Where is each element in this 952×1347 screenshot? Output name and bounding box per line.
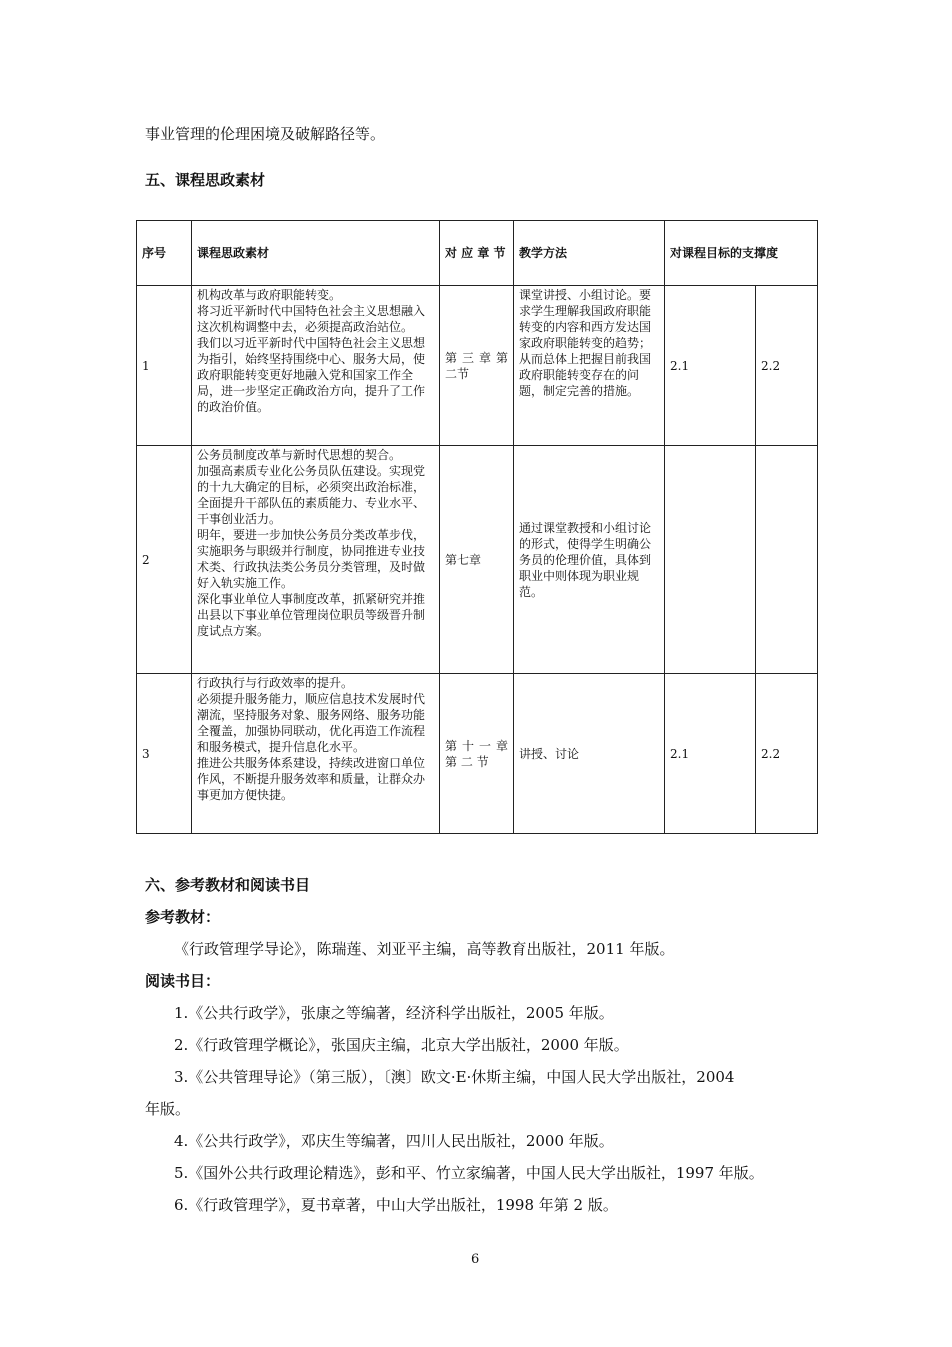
material-line: 必须提升服务能力，顺应信息技术发展时代潮流，坚持服务对象、服务网络、服务功能全覆盖，加强协同联动，优化再造工作流程和服务模式，提升信息化水平。 xyxy=(197,692,426,754)
material-line: 公务员制度改革与新时代思想的契合。 xyxy=(197,448,402,462)
table-row xyxy=(137,446,818,674)
row-method: 课堂讲授、小组讨论。要求学生理解我国政府职能转变的内容和西方发达国家政府职能转变的趋势；从而总体上把握目前我国政府职能转变存在的问题，制定完善的措施。 xyxy=(514,286,665,446)
reading-item: 4.《公共行政学》，邓庆生等编著，四川人民出版社，2000 年版。 xyxy=(174,1132,614,1150)
reading-item: 6.《行政管理学》，夏书章著，中山大学出版社，1998 年第 2 版。 xyxy=(174,1196,618,1214)
row-material xyxy=(192,674,440,834)
header-seq: 序号 xyxy=(137,221,192,286)
row-chapter: 第 十 一 章 第 二 节 xyxy=(440,674,514,834)
reading-item-continuation: 年版。 xyxy=(145,1100,191,1118)
page-number: 6 xyxy=(471,1252,480,1267)
row-goal-a: 2.1 xyxy=(665,674,756,834)
material-line: 行政执行与行政效率的提升。 xyxy=(197,676,354,690)
row-seq: 3 xyxy=(137,674,192,834)
row-goal-a: 2.1 xyxy=(665,286,756,446)
material-line: 推进公共服务体系建设，持续改进窗口单位作风，不断提升服务效率和质量，让群众办事更加方便快捷。 xyxy=(197,756,426,802)
header-chapter: 对 应 章 节 xyxy=(440,221,514,286)
header-material: 课程思政素材 xyxy=(192,221,440,286)
header-method: 教学方法 xyxy=(514,221,665,286)
reading-item: 2.《行政管理学概论》，张国庆主编，北京大学出版社，2000 年版。 xyxy=(174,1036,629,1054)
textbook-label: 参考教材： xyxy=(145,908,221,926)
row-goal-b xyxy=(756,446,818,674)
section6-heading: 六、参考教材和阅读书目 xyxy=(145,876,311,894)
ideology-materials-table xyxy=(136,220,818,834)
reading-item: 3.《公共管理导论》（第三版），〔澳〕欧文·E·休斯主编，中国人民大学出版社，2004 xyxy=(174,1068,735,1086)
material-line: 机构改革与政府职能转变。 xyxy=(197,288,342,302)
row-goal-a xyxy=(665,446,756,674)
table-row xyxy=(137,286,818,446)
row-goal-b: 2.2 xyxy=(756,286,818,446)
row-seq: 1 xyxy=(137,286,192,446)
table-row xyxy=(137,674,818,834)
row-method: 讲授、讨论 xyxy=(514,674,665,834)
header-support: 对课程目标的支撑度 xyxy=(665,221,818,286)
reading-item: 5.《国外公共行政理论精选》，彭和平、竹立家编著，中国人民大学出版社，1997 年版。 xyxy=(174,1164,764,1182)
section5-heading: 五、课程思政素材 xyxy=(145,171,266,189)
row-material xyxy=(192,286,440,446)
material-line: 我们以习近平新时代中国特色社会主义思想为指引，始终坚持围绕中心、服务大局，使政府职能转变更好地融入党和国家工作全局，进一步坚定正确政治方向，提升了工作的政治价值。 xyxy=(197,336,426,414)
intro-tail-text: 事业管理的伦理困境及破解路径等。 xyxy=(145,125,386,143)
row-seq: 2 xyxy=(137,446,192,674)
reading-item: 1.《公共行政学》，张康之等编著，经济科学出版社，2005 年版。 xyxy=(174,1004,614,1022)
material-line: 将习近平新时代中国特色社会主义思想融入这次机构调整中去，必须提高政治站位。 xyxy=(197,304,426,334)
row-material xyxy=(192,446,440,674)
material-line: 深化事业单位人事制度改革，抓紧研究并推出县以下事业单位管理岗位职员等级晋升制度试点方案。 xyxy=(197,592,426,638)
material-line: 明年，要进一步加快公务员分类改革步伐，实施职务与职级并行制度，协同推进专业技术类、行政执法类公务员分类管理，及时做好入轨实施工作。 xyxy=(197,528,426,590)
row-method: 通过课堂教授和小组讨论的形式，使得学生明确公务员的伦理价值，具体到职业中则体现为职业规范。 xyxy=(514,446,665,674)
reading-label: 阅读书目： xyxy=(145,972,221,990)
table-header-row xyxy=(137,221,818,286)
material-line: 加强高素质专业化公务员队伍建设。实现党的十九大确定的目标，必须突出政治标准，全面提升干部队伍的素质能力、专业水平、干事创业活力。 xyxy=(197,464,426,526)
textbook-entry: 《行政管理学导论》，陈瑞莲、刘亚平主编，高等教育出版社，2011 年版。 xyxy=(174,940,675,958)
row-chapter: 第七章 xyxy=(440,446,514,674)
row-chapter: 第 三 章 第二节 xyxy=(440,286,514,446)
row-goal-b: 2.2 xyxy=(756,674,818,834)
